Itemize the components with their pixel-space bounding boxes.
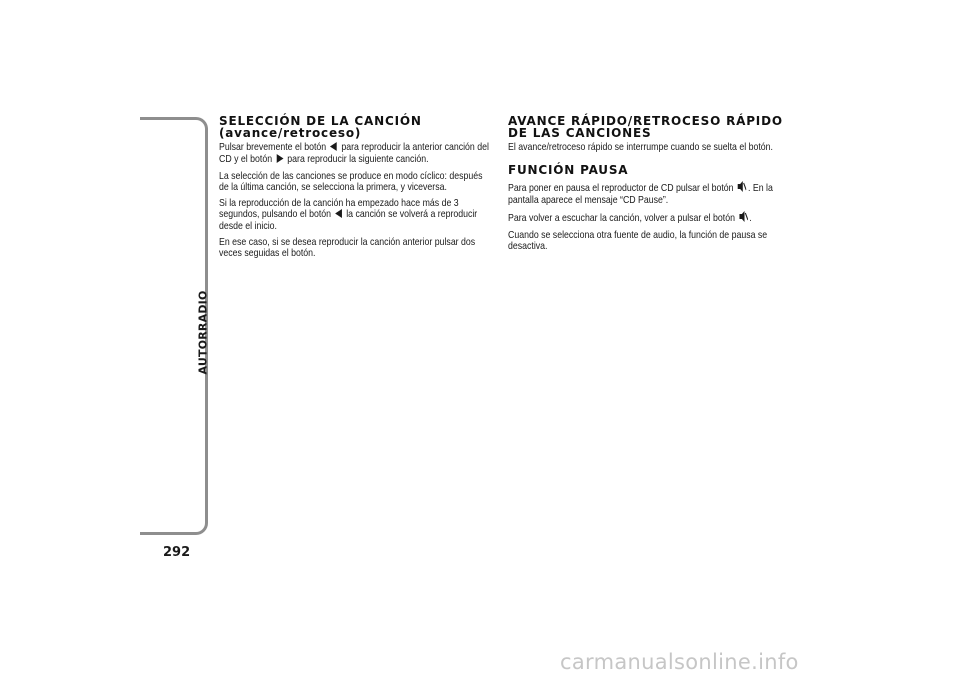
heading-line: AVANCE RÁPIDO/RETROCESO RÁPIDO	[508, 114, 783, 128]
section-tab	[196, 290, 210, 374]
mute-pause-icon	[739, 211, 748, 225]
paragraph: En ese caso, si se desea reproducir la canción anterior pulsar dos veces seguidas el botón.	[219, 237, 476, 259]
right-column	[508, 115, 786, 257]
heading-pause: FUNCIÓN PAUSA	[508, 163, 629, 177]
text: para reproducir la siguiente canción.	[284, 154, 429, 165]
mute-pause-icon	[738, 181, 747, 195]
section-tab-label: AUTORRADIO	[196, 290, 210, 374]
paragraph	[508, 211, 785, 225]
text: para reproducir la anterior canción del CD y el botón	[219, 142, 489, 165]
text: Pulsar brevemente el botón	[219, 142, 329, 153]
left-column	[219, 115, 493, 264]
paragraph	[219, 198, 492, 232]
heading-line: SELECCIÓN DE LA CANCIÓN	[219, 114, 422, 128]
heading-fast-forward	[508, 115, 786, 139]
paragraph: Cuando se selecciona otra fuente de audio, la función de pausa se desactiva.	[508, 230, 768, 252]
heading-line: DE LAS CANCIONES	[508, 126, 652, 140]
text: . En la pantalla aparece el mensaje “CD Pause”.	[508, 183, 773, 206]
text: Si la reproducción de la canción ha empezado hace más de 3 segundos, pulsando el botón	[219, 198, 459, 220]
heading-track-selection	[219, 115, 493, 139]
triangle-left-icon	[335, 209, 342, 221]
paragraph: La selección de las canciones se produce en modo cíclico: después de la última canción, se selecciona la primera, y viceversa.	[219, 171, 483, 193]
text: Para poner en pausa el reproductor de CD pulsar el botón	[508, 183, 736, 194]
text: la canción se volverá a reproducir desde el inicio.	[219, 209, 478, 232]
page-number: 292	[163, 545, 191, 560]
watermark: carmanualsonline.info	[560, 650, 799, 674]
heading-line: (avance/retroceso)	[219, 126, 362, 140]
text: Para volver a escuchar la canción, volver a pulsar el botón	[508, 213, 738, 224]
triangle-right-icon	[276, 154, 283, 166]
text: .	[749, 213, 752, 224]
triangle-left-icon	[330, 142, 337, 154]
paragraph: El avance/retroceso rápido se interrumpe cuando se suelta el botón.	[508, 142, 773, 153]
paragraph	[219, 142, 492, 166]
paragraph	[508, 181, 785, 206]
